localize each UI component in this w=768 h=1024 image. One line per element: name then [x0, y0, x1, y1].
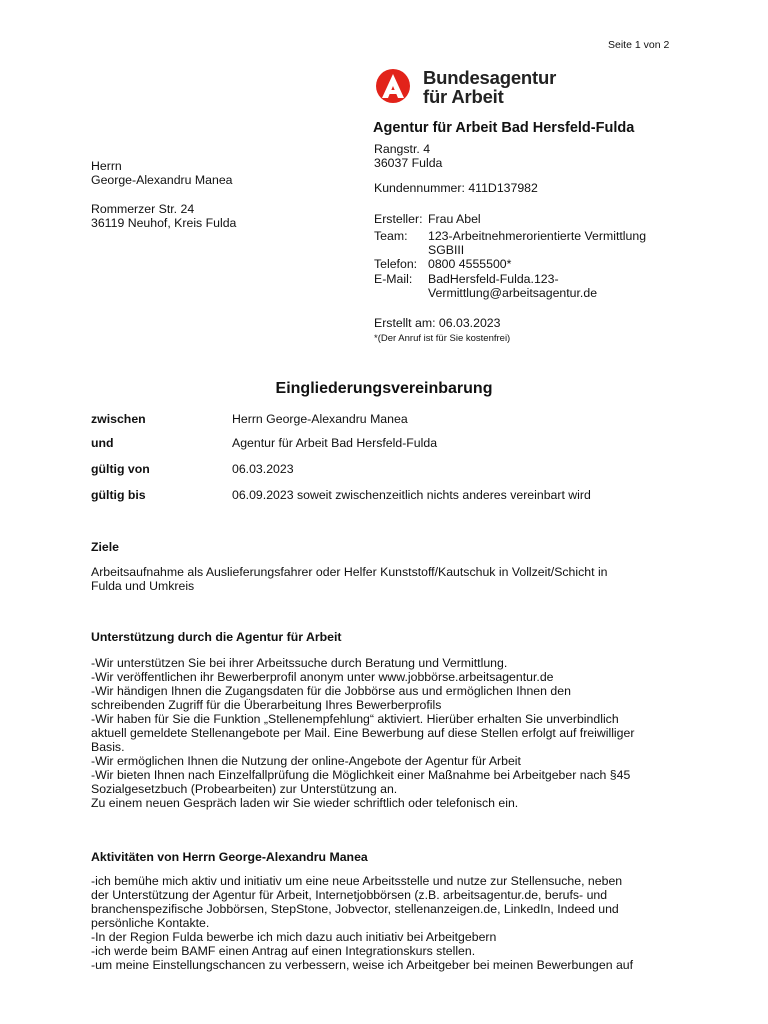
recipient-name	[91, 159, 233, 187]
phone-value: 0800 4555500*	[428, 257, 512, 271]
recipient-fullname: George-Alexandru Manea	[91, 173, 233, 187]
recipient-address	[91, 202, 236, 230]
team-value-line-1: 123-Arbeitnehmerorientierte Vermittlung	[428, 229, 647, 243]
email-row	[374, 272, 694, 300]
team-value-line-2: SGBIII	[428, 243, 465, 257]
party-label-valid-to: gültig bis	[91, 488, 146, 502]
phone-row	[374, 257, 694, 271]
activities-line-7: -um meine Einstellungschancen zu verbessern, weise ich Arbeitgeber bei meinen Bewerbungen auf	[91, 958, 634, 972]
agency-logo	[375, 68, 560, 106]
activities-line-5: -In der Region Fulda bewerbe ich mich dazu auch initiativ bei Arbeitgebern	[91, 930, 497, 944]
goals-line-1: Arbeitsaufnahme als Auslieferungsfahrer oder Helfer Kunststoff/Kautschuk in Vollzeit/Schicht in	[91, 565, 608, 579]
support-line-5: -Wir haben für Sie die Funktion „Stellenempfehlung“ aktiviert. Hierüber erhalten Sie unverbindlich	[91, 712, 619, 726]
recipient-street: Rommerzer Str. 24	[91, 202, 195, 216]
created-date: Erstellt am: 06.03.2023	[374, 316, 501, 330]
recipient-city: 36119 Neuhof, Kreis Fulda	[91, 216, 237, 230]
party-value-and: Agentur für Arbeit Bad Hersfeld-Fulda	[232, 436, 438, 450]
team-row	[374, 229, 694, 257]
support-text	[91, 656, 691, 810]
document-title: Eingliederungsvereinbarung	[275, 380, 493, 397]
email-label: E-Mail:	[374, 272, 413, 286]
support-line-8: -Wir ermöglichen Ihnen die Nutzung der online-Angebote der Agentur für Arbeit	[91, 754, 521, 768]
team-label: Team:	[374, 229, 408, 243]
page-number: Seite 1 von 2	[608, 39, 670, 51]
activities-line-6: -ich werde beim BAMF einen Antrag auf einen Integrationskurs stellen.	[91, 944, 476, 958]
support-line-9: -Wir bieten Ihnen nach Einzelfallprüfung die Möglichkeit einer Maßnahme bei Arbeitgeber nach §45	[91, 768, 631, 782]
agency-city: 36037 Fulda	[374, 156, 443, 170]
customer-number: Kundennummer: 411D137982	[374, 181, 538, 195]
support-line-11: Zu einem neuen Gespräch laden wir Sie wieder schriftlich oder telefonisch ein.	[91, 796, 519, 810]
party-value-valid-from: 06.03.2023	[232, 462, 294, 476]
activities-text	[91, 874, 691, 972]
support-line-1: -Wir unterstützen Sie bei ihrer Arbeitssuche durch Beratung und Vermittlung.	[91, 656, 508, 670]
support-line-2: -Wir veröffentlichen ihr Bewerberprofil anonym unter www.jobbörse.arbeitsagentur.de	[91, 670, 554, 684]
email-value-line-2: Vermittlung@arbeitsagentur.de	[428, 286, 598, 300]
activities-line-3: branchenspezifische Jobbörsen, StepStone, Jobvector, stellenanzeigen.de, LinkedIn, Indeed und	[91, 902, 619, 916]
party-label-between: zwischen	[91, 412, 146, 426]
goals-line-2: Fulda und Umkreis	[91, 579, 195, 593]
goals-heading: Ziele	[91, 540, 120, 554]
activities-line-1: -ich bemühe mich aktiv und initiativ um eine neue Arbeitsstelle und nutze zur Stellensuche, neben	[91, 874, 623, 888]
party-label-and: und	[91, 436, 114, 450]
creator-value: Frau Abel	[428, 212, 481, 226]
creator-row	[374, 212, 694, 226]
phone-label: Telefon:	[374, 257, 418, 271]
activities-line-2: der Unterstützung der Agentur für Arbeit, Internetjobbörsen (z.B. arbeitsagentur.de, berufs- und	[91, 888, 608, 902]
agency-address	[374, 142, 442, 170]
goals-text	[91, 565, 691, 593]
party-value-between: Herrn George-Alexandru Manea	[232, 412, 408, 426]
logo-line-1: Bundesagentur	[423, 67, 557, 88]
support-line-7: Basis.	[91, 740, 125, 754]
phone-footnote: *(Der Anruf ist für Sie kostenfrei)	[374, 333, 511, 344]
agency-title: Agentur für Arbeit Bad Hersfeld-Fulda	[373, 120, 635, 136]
logo-line-2: für Arbeit	[423, 86, 504, 107]
agency-street: Rangstr. 4	[374, 142, 431, 156]
activities-line-4: persönliche Kontakte.	[91, 916, 210, 930]
party-value-valid-to: 06.09.2023 soweit zwischenzeitlich nichts anderes vereinbart wird	[232, 488, 591, 502]
support-line-6: aktuell gemeldete Stellenangebote per Mail. Eine Bewerbung auf diese Stellen erfolgt auf freiwilliger	[91, 726, 635, 740]
creator-label: Ersteller:	[374, 212, 423, 226]
party-label-valid-from: gültig von	[91, 462, 150, 476]
contact-block	[374, 212, 694, 300]
support-line-3: -Wir händigen Ihnen die Zugangsdaten für die Jobbörse aus und ermöglichen Ihnen den	[91, 684, 571, 698]
email-value-line-1: BadHersfeld-Fulda.123-	[428, 272, 559, 286]
support-line-10: Sozialgesetzbuch (Probearbeiten) zur Unterstützung an.	[91, 782, 398, 796]
recipient-salutation: Herrn	[91, 159, 122, 173]
activities-heading: Aktivitäten von Herrn George-Alexandru Manea	[91, 850, 368, 864]
support-heading: Unterstützung durch die Agentur für Arbeit	[91, 630, 342, 644]
support-line-4: schreibenden Zugriff für die Überarbeitung Ihres Bewerberprofils	[91, 698, 442, 712]
ba-logo-icon	[375, 68, 415, 108]
